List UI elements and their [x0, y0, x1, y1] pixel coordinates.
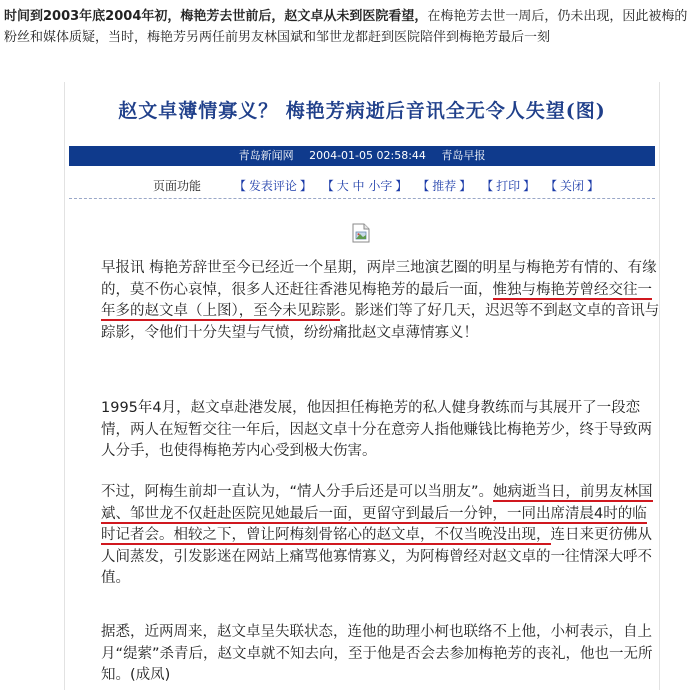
- intro-bold-text: 时间到2003年底2004年初，梅艳芳去世前后，赵文卓从未到医院看望，: [4, 9, 428, 24]
- divider: [69, 198, 655, 199]
- page-functions: 页面功能 【 发表评论 】 【 大 中 小字 】 【 推荐 】 【 打印 】 【 关闭 】: [153, 179, 600, 193]
- publish-datetime: 2004-01-05 02:58:44: [309, 149, 426, 162]
- article-meta-bar: [69, 146, 655, 166]
- intro-caption: [4, 6, 696, 48]
- paragraph-3-text-b: 连日来更彷佛从人间蒸发，引发影迷在网站上痛骂他寡情寡义，为阿梅曾经对赵文卓的一往情深大呼不值。: [101, 527, 652, 586]
- close-link[interactable]: 关闭: [559, 179, 584, 193]
- source-paper: 青岛早报: [441, 149, 486, 162]
- paragraph-3-text-a: 不过，阿梅生前却一直认为，“情人分手后还是可以当朋友”。: [101, 484, 494, 500]
- article-headline: 赵文卓薄情寡义？ 梅艳芳病逝后音讯全无令人失望(图): [118, 100, 606, 122]
- paragraph-2: 1995年4月，赵文卓赴港发展，他因担任梅艳芳的私人健身教练而与其展开了一段恋情，两人在短暂交往一年后，因赵文卓十分在意旁人指他赚钱比梅艳芳少，终于导致两人分手，也使得梅艳芳内心受到极大伤害。: [101, 400, 652, 459]
- paragraph-1-underlined: 惟独与梅艳芳曾经交往一年多的赵文卓（上图），至今未见踪影: [101, 281, 652, 319]
- font-size-link[interactable]: 大 中 小字: [336, 179, 393, 193]
- comment-link[interactable]: 发表评论: [248, 179, 297, 193]
- page-functions-label: 页面功能: [153, 179, 202, 193]
- paragraph-1-text-a: 早报讯 梅艳芳辞世至今已经近一个星期，两岸三地演艺圈的明星与梅艳芳有情的、有缘的，莫不伤心哀悼，很多人还赶往香港见梅艳芳的最后一面，: [101, 260, 657, 298]
- broken-image-icon: [352, 223, 370, 243]
- source-site: 青岛新闻网: [238, 149, 294, 162]
- paragraph-4: 据悉，近两周来，赵文卓呈失联状态，连他的助理小柯也联络不上他，小柯表示，自上月“缇萦”杀青后，赵文卓就不知去向，至于他是否会去参加梅艳芳的丧礼，他也一无所知。(成凤): [101, 624, 653, 683]
- paragraph-1-text-b: 。影迷们等了好几天，迟迟等不到赵文卓的音讯与踪影，令他们十分失望与气愤，纷纷痛批赵文卓薄情寡义！: [101, 303, 660, 341]
- paragraph-3: [101, 482, 661, 590]
- news-article: [64, 82, 660, 690]
- recommend-link[interactable]: 推荐: [432, 179, 457, 193]
- intro-text: 在梅艳芳去世一周后，仍未出现，因此被梅的粉丝和媒体质疑，当时，梅艳芳另两任前男友林国斌和邹世龙都赶到医院陪伴到梅艳芳最后一刻: [4, 9, 688, 45]
- print-link[interactable]: 打印: [496, 179, 521, 193]
- paragraph-1: [101, 258, 661, 344]
- paragraph-3-underlined: 她病逝当日，前男友林国斌、邹世龙不仅赶赴医院见她最后一面，更留守到最后一分钟，一同出席清晨4时的临时记者会。相较之下，曾让阿梅刻骨铭心的赵文卓，不仅当晚没出现，: [101, 484, 653, 543]
